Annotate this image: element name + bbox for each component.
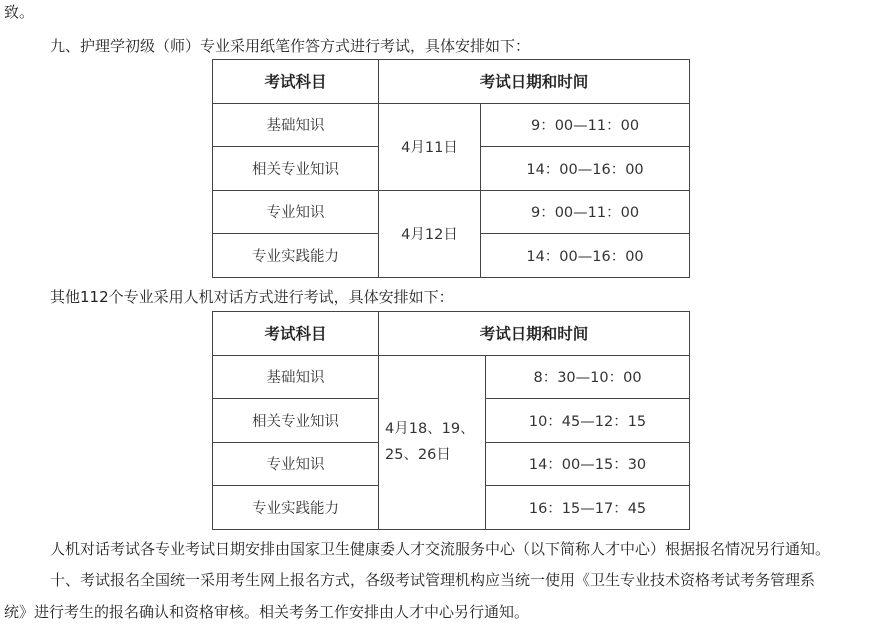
text-line-0: 致。: [4, 3, 35, 21]
subject-cell: 专业实践能力: [213, 486, 379, 530]
header-date-time: 考试日期和时间: [379, 60, 690, 104]
section-nine-intro: 九、护理学初级（师）专业采用纸笔作答方式进行考试，具体安排如下：: [50, 37, 531, 55]
table-row: [213, 355, 690, 399]
time-cell: 10：45—12：15: [486, 399, 690, 443]
header-subject: 考试科目: [213, 312, 379, 356]
table-row: [213, 103, 690, 147]
time-cell: 9：00—11：00: [481, 103, 690, 147]
other-specialties-intro: 其他112个专业采用人机对话方式进行考试，具体安排如下：: [50, 288, 454, 306]
subject-cell: 专业实践能力: [213, 234, 379, 278]
date-cell: [379, 355, 486, 529]
header-subject: 考试科目: [213, 60, 379, 104]
date-line-2: 25、26日: [385, 447, 451, 463]
date-line-1: 4月18、19、: [385, 421, 475, 437]
computer-exam-schedule-table: [212, 311, 690, 530]
table-header-row: [213, 60, 690, 104]
section-ten-line-1: 十、考试报名全国统一采用考生网上报名方式，各级考试管理机构应当统一使用《卫生专业技术资格考试考务管理系: [50, 571, 816, 589]
nursing-exam-schedule-table: [212, 59, 690, 278]
subject-cell: 基础知识: [213, 355, 379, 399]
time-cell: 8：30—10：00: [486, 355, 690, 399]
time-cell: 9：00—11：00: [481, 190, 690, 234]
table-row: [213, 190, 690, 234]
time-cell: 14：00—16：00: [481, 147, 690, 191]
time-cell: 14：00—16：00: [481, 234, 690, 278]
table-header-row: [213, 312, 690, 356]
section-ten-line-2: 统》进行考生的报名确认和资格审核。相关考务工作安排由人才中心另行通知。: [4, 603, 530, 621]
subject-cell: 相关专业知识: [213, 147, 379, 191]
subject-cell: 基础知识: [213, 103, 379, 147]
header-date-time: 考试日期和时间: [379, 312, 690, 356]
time-cell: 16：15—17：45: [486, 486, 690, 530]
date-cell: 4月11日: [379, 103, 481, 190]
date-cell: 4月12日: [379, 190, 481, 277]
time-cell: 14：00—15：30: [486, 442, 690, 486]
subject-cell: 相关专业知识: [213, 399, 379, 443]
computer-exam-note: 人机对话考试各专业考试日期安排由国家卫生健康委人才交流服务中心（以下简称人才中心）根据报名情况另行通知。: [50, 540, 831, 558]
subject-cell: 专业知识: [213, 190, 379, 234]
subject-cell: 专业知识: [213, 442, 379, 486]
